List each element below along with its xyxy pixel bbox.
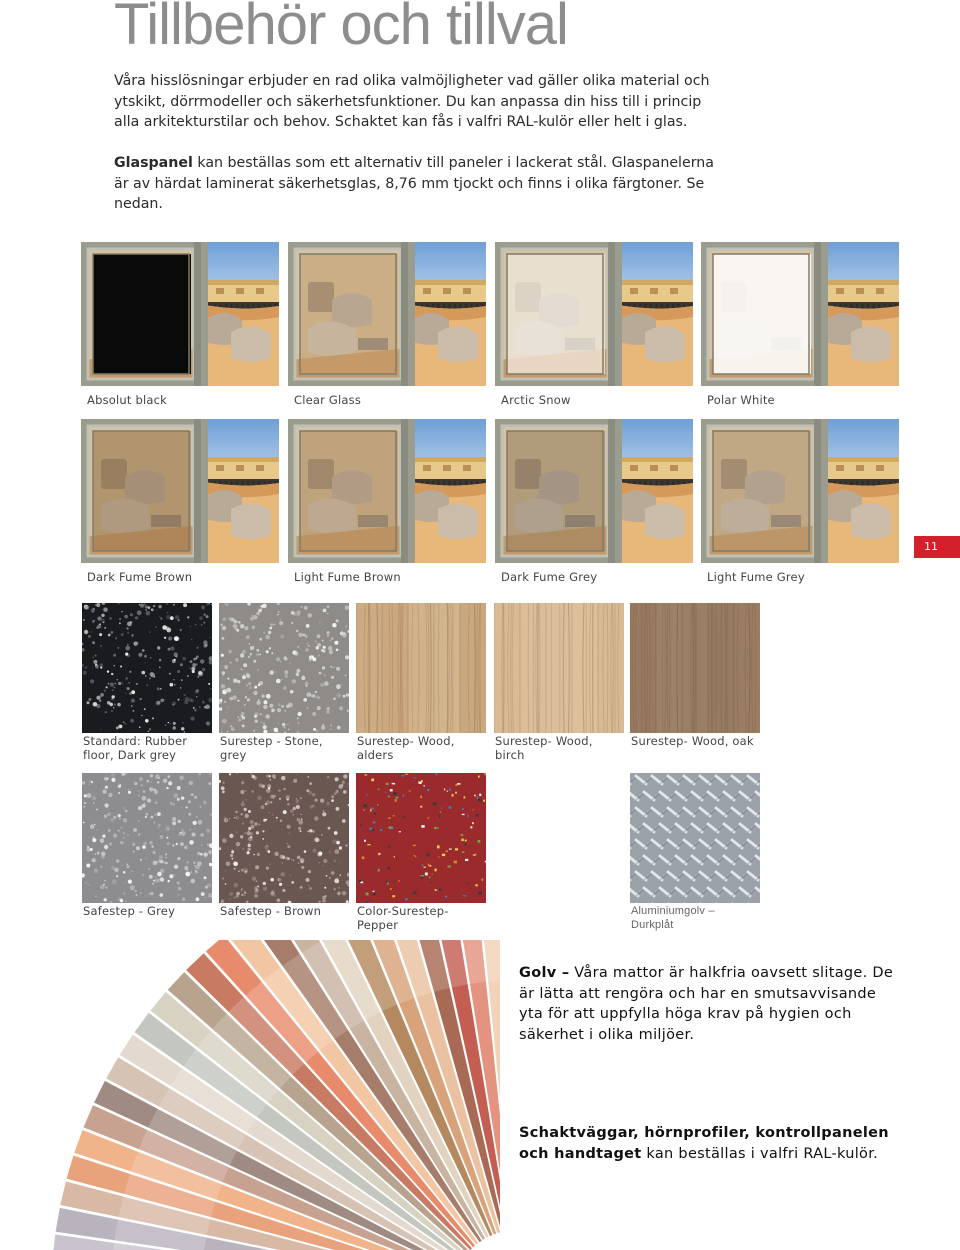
floor-swatch-label: Surestep- Wood, alders (357, 734, 455, 762)
glass-swatch (288, 419, 486, 563)
floor-swatch (356, 773, 486, 903)
glass-swatch-label: Dark Fume Grey (501, 570, 598, 584)
floor-swatch-label: Aluminiumgolv – Durkplåt (631, 905, 715, 931)
glass-swatch (701, 419, 899, 563)
glass-swatch-label: Light Fume Grey (707, 570, 805, 584)
glass-swatch-label: Clear Glass (294, 393, 362, 407)
floor-swatch (219, 773, 349, 903)
glass-swatch (81, 419, 279, 563)
page-number-badge: 11 (914, 536, 960, 558)
floor-swatch (494, 603, 624, 733)
glass-swatch-label: Absolut black (87, 393, 167, 407)
floor-swatch-label: Surestep - Stone, grey (220, 734, 323, 762)
schakt-lead: Schaktväggar, hörnprofiler, kontrollpanelen och handtaget (519, 1125, 889, 1162)
intro-paragraph: Våra hisslösningar erbjuder en rad olika valmöjligheter vad gäller olika material och ytskikt, dörrmodeller och säkerhetsfunktioner. Du kan anpassa din hiss till i princip alla arkitekturstilar och behov. Schaktet kan fås i valfri RAL-kulör eller helt i glas. (114, 73, 710, 130)
glass-swatch (495, 419, 693, 563)
golv-lead: Golv – (519, 965, 570, 981)
floor-swatch (82, 773, 212, 903)
schakt-text: kan beställas i valfri RAL-kulör. (641, 1145, 879, 1162)
glass-swatch-label: Light Fume Brown (294, 570, 401, 584)
glass-swatch (495, 242, 693, 386)
golv-paragraph (519, 963, 899, 1045)
floor-swatch (219, 603, 349, 733)
glass-swatch-label: Arctic Snow (501, 393, 571, 407)
glass-swatch-label: Dark Fume Brown (87, 570, 193, 584)
page-title: Tillbehör och tillval (114, 0, 568, 57)
floor-swatch (630, 603, 760, 733)
glass-swatch (288, 242, 486, 386)
glass-paragraph (114, 153, 714, 215)
floor-swatch-label: Color-Surestep- Pepper (357, 904, 449, 932)
floor-swatch-label: Safestep - Grey (83, 904, 176, 918)
floor-swatch (82, 603, 212, 733)
glass-swatch-label: Polar White (707, 393, 775, 407)
glass-text: kan beställas som ett alternativ till paneler i lackerat stål. Glaspanelerna är av härdat laminerat säkerhetsglas, 8,76 mm tjockt och finns i olika färgtoner. Se nedan. (114, 155, 714, 212)
floor-swatch-label: Safestep - Brown (220, 904, 322, 918)
floor-swatch (630, 773, 760, 903)
glass-swatch (701, 242, 899, 386)
floor-swatch-label: Standard: Rubber floor, Dark grey (83, 734, 188, 762)
floor-swatch-label: Surestep- Wood, oak (631, 734, 754, 748)
glass-swatch (81, 242, 279, 386)
glass-lead: Glaspanel (114, 155, 193, 171)
floor-swatch-label: Surestep- Wood, birch (495, 734, 593, 762)
golv-text: Våra mattor är halkfria oavsett slitage. De är lätta att rengöra och har en smutsavvisande yta för att uppfylla höga krav på hygien och säkerhet i olika miljöer. (519, 965, 894, 1043)
ral-color-fan-image (0, 940, 500, 1250)
schakt-paragraph (519, 1123, 899, 1164)
floor-swatch (356, 603, 486, 733)
